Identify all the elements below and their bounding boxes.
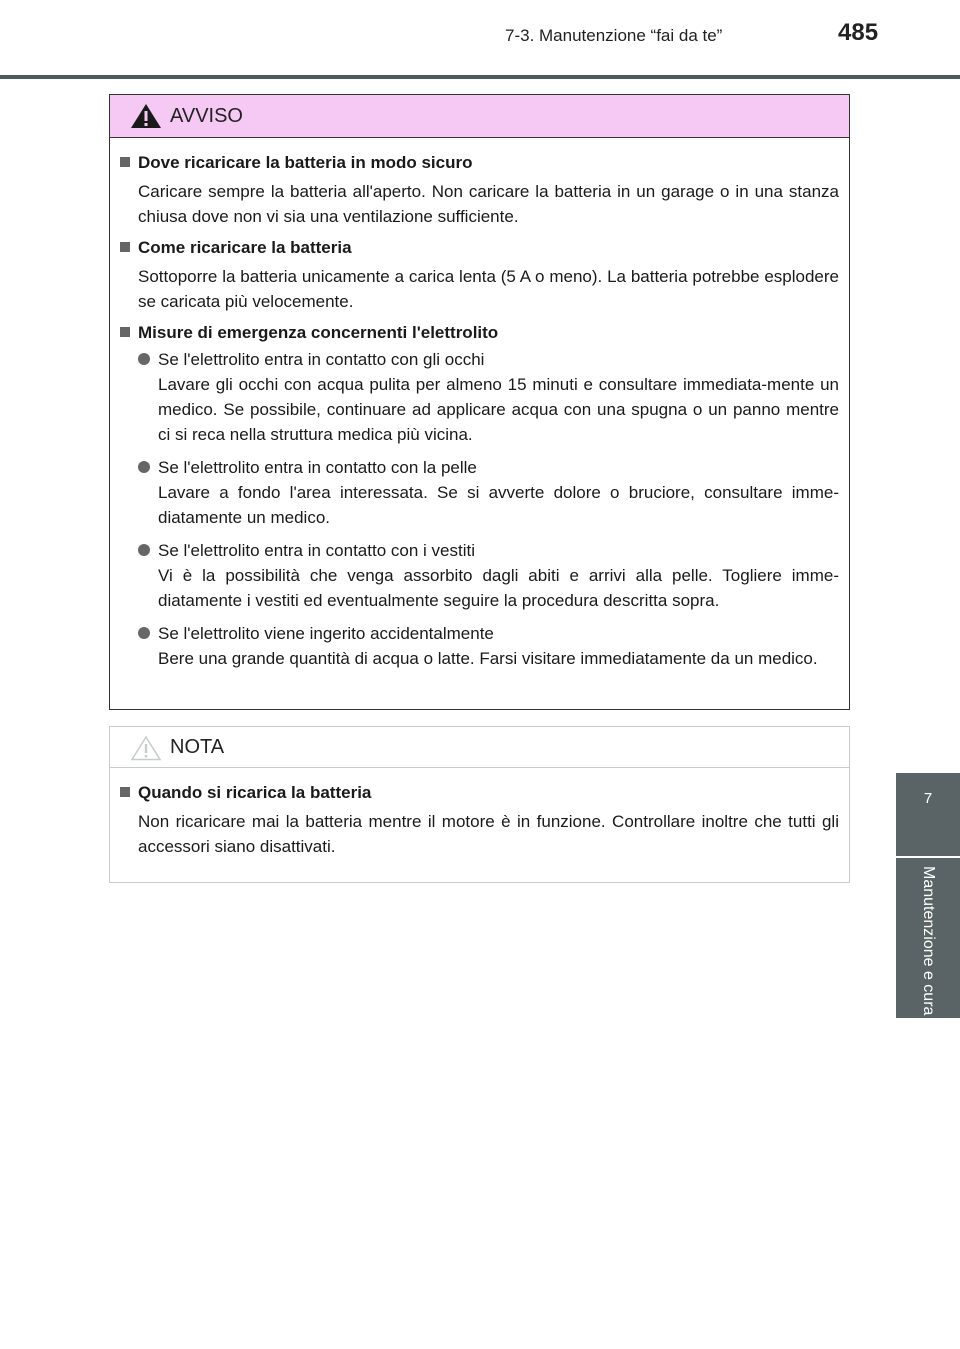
- chapter-tab-number: 7: [896, 773, 960, 856]
- notice-box: [109, 726, 850, 883]
- bullet-title: Se l'elettrolito entra in contatto con la pelle: [158, 458, 477, 477]
- bullet-title: Se l'elettrolito entra in contatto con gli occhi: [158, 350, 485, 369]
- section-heading: Come ricaricare la batteria: [138, 238, 352, 257]
- section-text: Non ricaricare mai la batteria mentre il motore è in funzione. Controllare inoltre che tutti gli accessori siano disattivati.: [138, 812, 839, 856]
- bullet-title: Se l'elettrolito entra in contatto con i vestiti: [158, 541, 475, 560]
- section-title: 7-3. Manutenzione “fai da te”: [505, 26, 723, 45]
- warning-box: [109, 94, 850, 710]
- round-bullet-icon: [138, 544, 150, 556]
- warning-section: [118, 320, 839, 671]
- square-bullet-icon: [120, 787, 130, 797]
- section-text: Sottoporre la batteria unicamente a carica lenta (5 A o meno). La batteria potrebbe esplodere se caricata più velocemente.: [138, 267, 839, 311]
- caution-triangle-icon: [130, 735, 162, 761]
- square-bullet-icon: [120, 157, 130, 167]
- bullet-title: Se l'elettrolito viene ingerito accidentalmente: [158, 624, 494, 643]
- round-bullet-icon: [138, 461, 150, 473]
- square-bullet-icon: [120, 242, 130, 252]
- bullet-text: Lavare a fondo l'area interessata. Se si avverte dolore o bruciore, consultare imme-diatamente un medico.: [158, 483, 839, 527]
- chapter-tab-label: Manutenzione e cura: [920, 866, 937, 1016]
- round-bullet-icon: [138, 353, 150, 365]
- list-item: [138, 538, 839, 613]
- list-item: [138, 455, 839, 530]
- section-text: Caricare sempre la batteria all'aperto. Non caricare la batteria in un garage o in una stanza chiusa dove non vi sia una ventilazione sufficiente.: [138, 182, 839, 226]
- section-heading: Misure di emergenza concernenti l'elettrolito: [138, 323, 499, 342]
- round-bullet-icon: [138, 627, 150, 639]
- notice-body: [110, 768, 849, 859]
- warning-triangle-icon: [130, 103, 162, 129]
- notice-section: [118, 780, 839, 859]
- page-number: 485: [838, 19, 879, 46]
- notice-title: NOTA: [170, 736, 225, 758]
- notice-box-header: [110, 727, 849, 768]
- list-item: [138, 621, 839, 671]
- bullet-text: Vi è la possibilità che venga assorbito dagli abiti e arrivi alla pelle. Togliere imme-diatamente i vestiti ed eventualmente seguire la procedura descritta sopra.: [158, 566, 839, 610]
- warning-box-header: [110, 95, 849, 138]
- section-heading: Quando si ricarica la batteria: [138, 783, 372, 802]
- bullet-text: Bere una grande quantità di acqua o latte. Farsi visitare immediatamente da un medico.: [158, 649, 818, 668]
- square-bullet-icon: [120, 327, 130, 337]
- bullet-text: Lavare gli occhi con acqua pulita per almeno 15 minuti e consultare immediata-mente un medico. Se possibile, continuare ad applicare acqua con una spugna o un panno mentre ci si reca nella struttura medica più vicina.: [158, 375, 839, 444]
- section-heading: Dove ricaricare la batteria in modo sicuro: [138, 153, 473, 172]
- header-divider: [0, 75, 960, 79]
- chapter-tab: [896, 858, 960, 1018]
- warning-body: [110, 138, 849, 671]
- warning-title: AVVISO: [170, 105, 243, 127]
- warning-section: [118, 150, 839, 229]
- warning-section: [118, 235, 839, 314]
- list-item: [138, 347, 839, 447]
